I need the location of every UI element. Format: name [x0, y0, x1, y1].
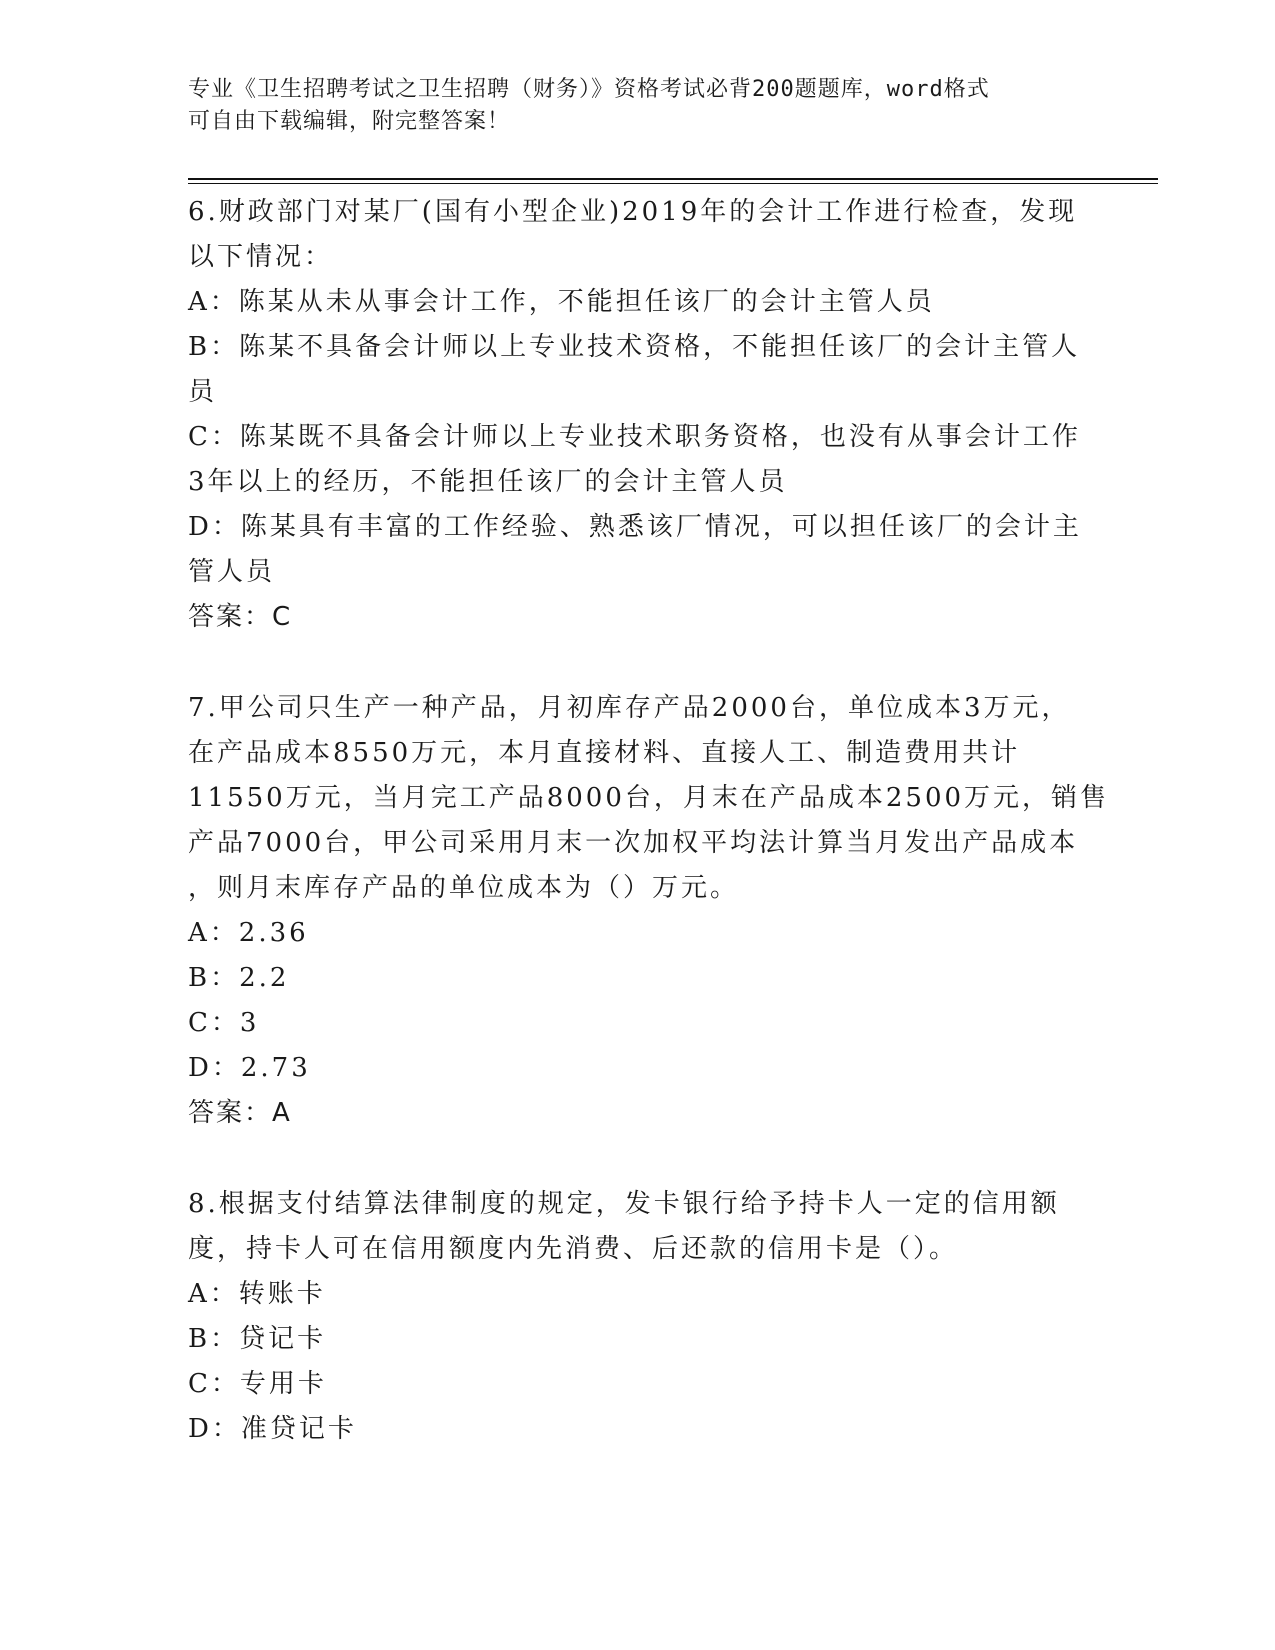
option-line: A：转账卡 [188, 1279, 326, 1309]
answer-label: 答案：A [188, 1098, 292, 1128]
option-line: A：2.36 [188, 918, 309, 948]
option-line: D：2.73 [188, 1053, 311, 1083]
option-line: 3年以上的经历，不能担任该厂的会计主管人员 [188, 467, 788, 497]
option-line: 员 [188, 377, 218, 407]
option-line: A：陈某从未从事会计工作，不能担任该厂的会计主管人员 [188, 287, 935, 317]
answer-label: 答案：C [188, 602, 293, 632]
question-item [188, 686, 1110, 1136]
question-spacer [188, 640, 1088, 686]
option-line: C：陈某既不具备会计师以上专业技术职务资格，也没有从事会计工作 [188, 422, 1081, 452]
question-stem-line: 8.根据支付结算法律制度的规定，发卡银行给予持卡人一定的信用额 [188, 1189, 1060, 1219]
header-line-1: 专业《卫生招聘考试之卫生招聘（财务）》资格考试必背200题题库，word格式 [188, 77, 990, 102]
question-stem-line: 11550万元，当月完工产品8000台，月末在产品成本2500万元，销售 [188, 783, 1110, 813]
question-stem-line: 度，持卡人可在信用额度内先消费、后还款的信用卡是（）。 [188, 1234, 959, 1264]
option-line: D：陈某具有丰富的工作经验、熟悉该厂情况，可以担任该厂的会计主 [188, 512, 1082, 542]
option-line: B：2.2 [188, 963, 290, 993]
question-item [188, 1182, 1088, 1452]
question-stem-line: ，则月末库存产品的单位成本为（）万元。 [188, 873, 740, 903]
option-line: C：3 [188, 1008, 260, 1038]
header-divider-thin [188, 183, 1158, 184]
option-line: 管人员 [188, 557, 276, 587]
question-stem-line: 以下情况： [188, 242, 334, 272]
option-line: B：贷记卡 [188, 1324, 327, 1354]
option-line: D：准贷记卡 [188, 1414, 357, 1444]
question-stem-line: 6.财政部门对某厂(国有小型企业)2019年的会计工作进行检查，发现 [188, 197, 1078, 227]
document-header [188, 74, 1088, 138]
option-line: B：陈某不具备会计师以上专业技术资格，不能担任该厂的会计主管人 [188, 332, 1081, 362]
option-line: C：专用卡 [188, 1369, 327, 1399]
question-stem-line: 产品7000台，甲公司采用月末一次加权平均法计算当月发出产品成本 [188, 828, 1079, 858]
header-divider-thick [188, 178, 1158, 180]
question-stem-line: 在产品成本8550万元，本月直接材料、直接人工、制造费用共计 [188, 738, 1021, 768]
question-stem-line: 7.甲公司只生产一种产品，月初库存产品2000台，单位成本3万元， [188, 693, 1071, 723]
header-line-2: 可自由下载编辑，附完整答案！ [188, 109, 511, 134]
question-list [188, 190, 1110, 1452]
question-item [188, 190, 1088, 640]
question-spacer [188, 1136, 1088, 1182]
